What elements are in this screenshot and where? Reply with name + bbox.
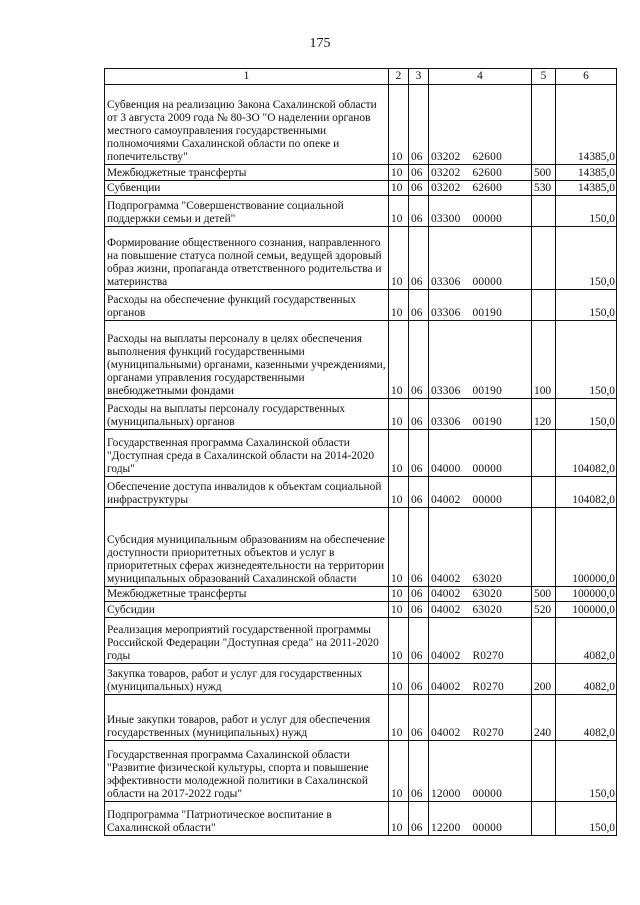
target-article-program: 04002 bbox=[431, 573, 461, 585]
table-row bbox=[105, 165, 617, 181]
row-name: Субвенция на реализацию Закона Сахалинской области от 3 августа 2009 года № 80-ЗО "О наделении органов местного самоуправления государственными полномочиями Сахалинской области по опеке и попечительству" bbox=[105, 85, 389, 165]
row-name: Субсидия муниципальным образованиям на обеспечение доступности приоритетных объектов и услуг в приоритетных сферах жизнедеятельности на территории муниципальных образований Сахалинской области bbox=[105, 508, 389, 587]
row-section: 10 bbox=[389, 321, 409, 399]
row-target-article bbox=[429, 477, 532, 508]
row-section: 10 bbox=[389, 430, 409, 477]
row-expense-type: 120 bbox=[532, 399, 556, 430]
row-subsection: 06 bbox=[409, 695, 429, 741]
table-row bbox=[105, 85, 617, 165]
row-target-article bbox=[429, 290, 532, 321]
header-cell-expense-type: 5 bbox=[532, 69, 556, 85]
row-amount: 150,0 bbox=[556, 321, 617, 399]
row-subsection: 06 bbox=[409, 587, 429, 602]
row-expense-type bbox=[532, 508, 556, 587]
table-row bbox=[105, 227, 617, 290]
row-amount: 100000,0 bbox=[556, 508, 617, 587]
row-expense-type bbox=[532, 802, 556, 836]
row-name: Иные закупки товаров, работ и услуг для обеспечения государственных (муниципальных) нужд bbox=[105, 695, 389, 741]
row-expense-type: 240 bbox=[532, 695, 556, 741]
budget-table bbox=[104, 68, 617, 836]
table-row bbox=[105, 602, 617, 618]
row-section: 10 bbox=[389, 165, 409, 181]
target-article-program: 12000 bbox=[431, 788, 461, 800]
target-article-direction: 62600 bbox=[472, 182, 502, 194]
row-target-article bbox=[429, 196, 532, 227]
row-target-article bbox=[429, 741, 532, 802]
row-amount: 150,0 bbox=[556, 741, 617, 802]
row-name: Межбюджетные трансферты bbox=[105, 587, 389, 602]
row-amount: 14385,0 bbox=[556, 85, 617, 165]
row-expense-type: 530 bbox=[532, 181, 556, 196]
row-subsection: 06 bbox=[409, 181, 429, 196]
row-section: 10 bbox=[389, 85, 409, 165]
table-row bbox=[105, 477, 617, 508]
row-section: 10 bbox=[389, 290, 409, 321]
row-subsection: 06 bbox=[409, 165, 429, 181]
target-article-direction: R0270 bbox=[472, 650, 504, 662]
row-expense-type bbox=[532, 196, 556, 227]
row-amount: 4082,0 bbox=[556, 695, 617, 741]
row-expense-type bbox=[532, 430, 556, 477]
row-section: 10 bbox=[389, 477, 409, 508]
row-subsection: 06 bbox=[409, 85, 429, 165]
target-article-program: 03306 bbox=[431, 416, 461, 428]
row-subsection: 06 bbox=[409, 741, 429, 802]
row-name: Расходы на выплаты персоналу в целях обеспечения выполнения функций государственными (муниципальными) органами, казенными учреждениями, органами управления государственными внебюджетными фондами bbox=[105, 321, 389, 399]
target-article-direction: 63020 bbox=[472, 604, 502, 616]
row-name: Государственная программа Сахалинской области "Доступная среда в Сахалинской области на 2014-2020 годы" bbox=[105, 430, 389, 477]
row-subsection: 06 bbox=[409, 196, 429, 227]
row-expense-type: 200 bbox=[532, 664, 556, 695]
row-expense-type: 520 bbox=[532, 602, 556, 618]
target-article-direction: R0270 bbox=[472, 681, 504, 693]
table-row bbox=[105, 290, 617, 321]
row-name: Расходы на выплаты персоналу государственных (муниципальных) органов bbox=[105, 399, 389, 430]
row-expense-type: 500 bbox=[532, 165, 556, 181]
row-expense-type bbox=[532, 85, 556, 165]
target-article-direction: 00000 bbox=[472, 788, 502, 800]
target-article-direction: R0270 bbox=[472, 727, 504, 739]
target-article-program: 03300 bbox=[431, 213, 461, 225]
row-expense-type bbox=[532, 227, 556, 290]
row-section: 10 bbox=[389, 618, 409, 664]
row-section: 10 bbox=[389, 181, 409, 196]
target-article-program: 12200 bbox=[431, 822, 461, 834]
row-expense-type bbox=[532, 741, 556, 802]
row-expense-type: 100 bbox=[532, 321, 556, 399]
row-amount: 4082,0 bbox=[556, 618, 617, 664]
row-amount: 150,0 bbox=[556, 227, 617, 290]
row-subsection: 06 bbox=[409, 508, 429, 587]
row-subsection: 06 bbox=[409, 399, 429, 430]
row-name: Подпрограмма "Патриотическое воспитание в Сахалинской области" bbox=[105, 802, 389, 836]
table-row bbox=[105, 430, 617, 477]
row-expense-type bbox=[532, 290, 556, 321]
row-target-article bbox=[429, 508, 532, 587]
row-target-article bbox=[429, 430, 532, 477]
row-subsection: 06 bbox=[409, 227, 429, 290]
row-target-article bbox=[429, 587, 532, 602]
header-cell-amount: 6 bbox=[556, 69, 617, 85]
row-section: 10 bbox=[389, 664, 409, 695]
target-article-program: 04002 bbox=[431, 727, 461, 739]
row-target-article bbox=[429, 618, 532, 664]
header-cell-subsection: 3 bbox=[409, 69, 429, 85]
row-amount: 150,0 bbox=[556, 290, 617, 321]
table-row bbox=[105, 741, 617, 802]
row-section: 10 bbox=[389, 587, 409, 602]
row-name: Формирование общественного сознания, направленного на повышение статуса полной семьи, ведущей здоровый образ жизни, пропаганда ответственного родительства и материнства bbox=[105, 227, 389, 290]
row-name: Подпрограмма "Совершенствование социальной поддержки семьи и детей" bbox=[105, 196, 389, 227]
target-article-program: 04002 bbox=[431, 681, 461, 693]
header-cell-target-article: 4 bbox=[429, 69, 532, 85]
table-row bbox=[105, 802, 617, 836]
target-article-direction: 00190 bbox=[472, 385, 502, 397]
row-section: 10 bbox=[389, 695, 409, 741]
row-amount: 150,0 bbox=[556, 196, 617, 227]
target-article-direction: 00000 bbox=[472, 213, 502, 225]
page-number: 175 bbox=[309, 36, 331, 51]
row-target-article bbox=[429, 321, 532, 399]
target-article-program: 03202 bbox=[431, 167, 461, 179]
header-row bbox=[105, 69, 617, 85]
target-article-program: 03202 bbox=[431, 151, 461, 163]
target-article-program: 03306 bbox=[431, 307, 461, 319]
row-amount: 104082,0 bbox=[556, 430, 617, 477]
row-subsection: 06 bbox=[409, 321, 429, 399]
row-name: Реализация мероприятий государственной программы Российской Федерации "Доступная среда" на 2011-2020 годы bbox=[105, 618, 389, 664]
target-article-direction: 00000 bbox=[472, 822, 502, 834]
row-amount: 104082,0 bbox=[556, 477, 617, 508]
target-article-direction: 00000 bbox=[472, 463, 502, 475]
row-amount: 150,0 bbox=[556, 399, 617, 430]
target-article-program: 04002 bbox=[431, 588, 461, 600]
row-name: Субсидии bbox=[105, 602, 389, 618]
target-article-program: 03202 bbox=[431, 182, 461, 194]
table-row bbox=[105, 399, 617, 430]
row-name: Обеспечение доступа инвалидов к объектам социальной инфраструктуры bbox=[105, 477, 389, 508]
row-subsection: 06 bbox=[409, 290, 429, 321]
target-article-direction: 62600 bbox=[472, 167, 502, 179]
row-amount: 150,0 bbox=[556, 802, 617, 836]
target-article-direction: 00190 bbox=[472, 307, 502, 319]
row-name: Государственная программа Сахалинской области "Развитие физической культуры, спорта и повышение эффективности молодежной политики в Сахалинской области на 2017-2022 годы" bbox=[105, 741, 389, 802]
table-row bbox=[105, 321, 617, 399]
row-expense-type bbox=[532, 477, 556, 508]
table-row bbox=[105, 196, 617, 227]
target-article-direction: 00000 bbox=[472, 494, 502, 506]
row-target-article bbox=[429, 602, 532, 618]
row-amount: 14385,0 bbox=[556, 181, 617, 196]
row-name: Расходы на обеспечение функций государственных органов bbox=[105, 290, 389, 321]
row-target-article bbox=[429, 664, 532, 695]
row-subsection: 06 bbox=[409, 477, 429, 508]
row-section: 10 bbox=[389, 227, 409, 290]
row-target-article bbox=[429, 165, 532, 181]
target-article-program: 04002 bbox=[431, 604, 461, 616]
table-row bbox=[105, 664, 617, 695]
target-article-direction: 63020 bbox=[472, 588, 502, 600]
target-article-direction: 00190 bbox=[472, 416, 502, 428]
row-amount: 14385,0 bbox=[556, 165, 617, 181]
row-section: 10 bbox=[389, 802, 409, 836]
row-subsection: 06 bbox=[409, 602, 429, 618]
row-amount: 4082,0 bbox=[556, 664, 617, 695]
row-name: Закупка товаров, работ и услуг для государственных (муниципальных) нужд bbox=[105, 664, 389, 695]
row-section: 10 bbox=[389, 602, 409, 618]
target-article-program: 04002 bbox=[431, 650, 461, 662]
row-target-article bbox=[429, 695, 532, 741]
target-article-direction: 00000 bbox=[472, 276, 502, 288]
header-cell-name: 1 bbox=[105, 69, 389, 85]
target-article-program: 03306 bbox=[431, 385, 461, 397]
row-section: 10 bbox=[389, 399, 409, 430]
row-target-article bbox=[429, 227, 532, 290]
target-article-direction: 63020 bbox=[472, 573, 502, 585]
header-cell-section: 2 bbox=[389, 69, 409, 85]
row-amount: 100000,0 bbox=[556, 602, 617, 618]
row-subsection: 06 bbox=[409, 664, 429, 695]
row-expense-type: 500 bbox=[532, 587, 556, 602]
row-target-article bbox=[429, 802, 532, 836]
row-section: 10 bbox=[389, 508, 409, 587]
row-amount: 100000,0 bbox=[556, 587, 617, 602]
table-row bbox=[105, 695, 617, 741]
table-row bbox=[105, 508, 617, 587]
row-target-article bbox=[429, 181, 532, 196]
table-row bbox=[105, 618, 617, 664]
row-name: Межбюджетные трансферты bbox=[105, 165, 389, 181]
row-subsection: 06 bbox=[409, 430, 429, 477]
row-subsection: 06 bbox=[409, 618, 429, 664]
target-article-program: 04000 bbox=[431, 463, 461, 475]
table-row bbox=[105, 181, 617, 196]
row-name: Субвенции bbox=[105, 181, 389, 196]
target-article-direction: 62600 bbox=[472, 151, 502, 163]
table-row bbox=[105, 587, 617, 602]
row-subsection: 06 bbox=[409, 802, 429, 836]
row-target-article bbox=[429, 399, 532, 430]
row-expense-type bbox=[532, 618, 556, 664]
row-target-article bbox=[429, 85, 532, 165]
target-article-program: 04002 bbox=[431, 494, 461, 506]
row-section: 10 bbox=[389, 196, 409, 227]
target-article-program: 03306 bbox=[431, 276, 461, 288]
row-section: 10 bbox=[389, 741, 409, 802]
table-body bbox=[105, 85, 617, 836]
